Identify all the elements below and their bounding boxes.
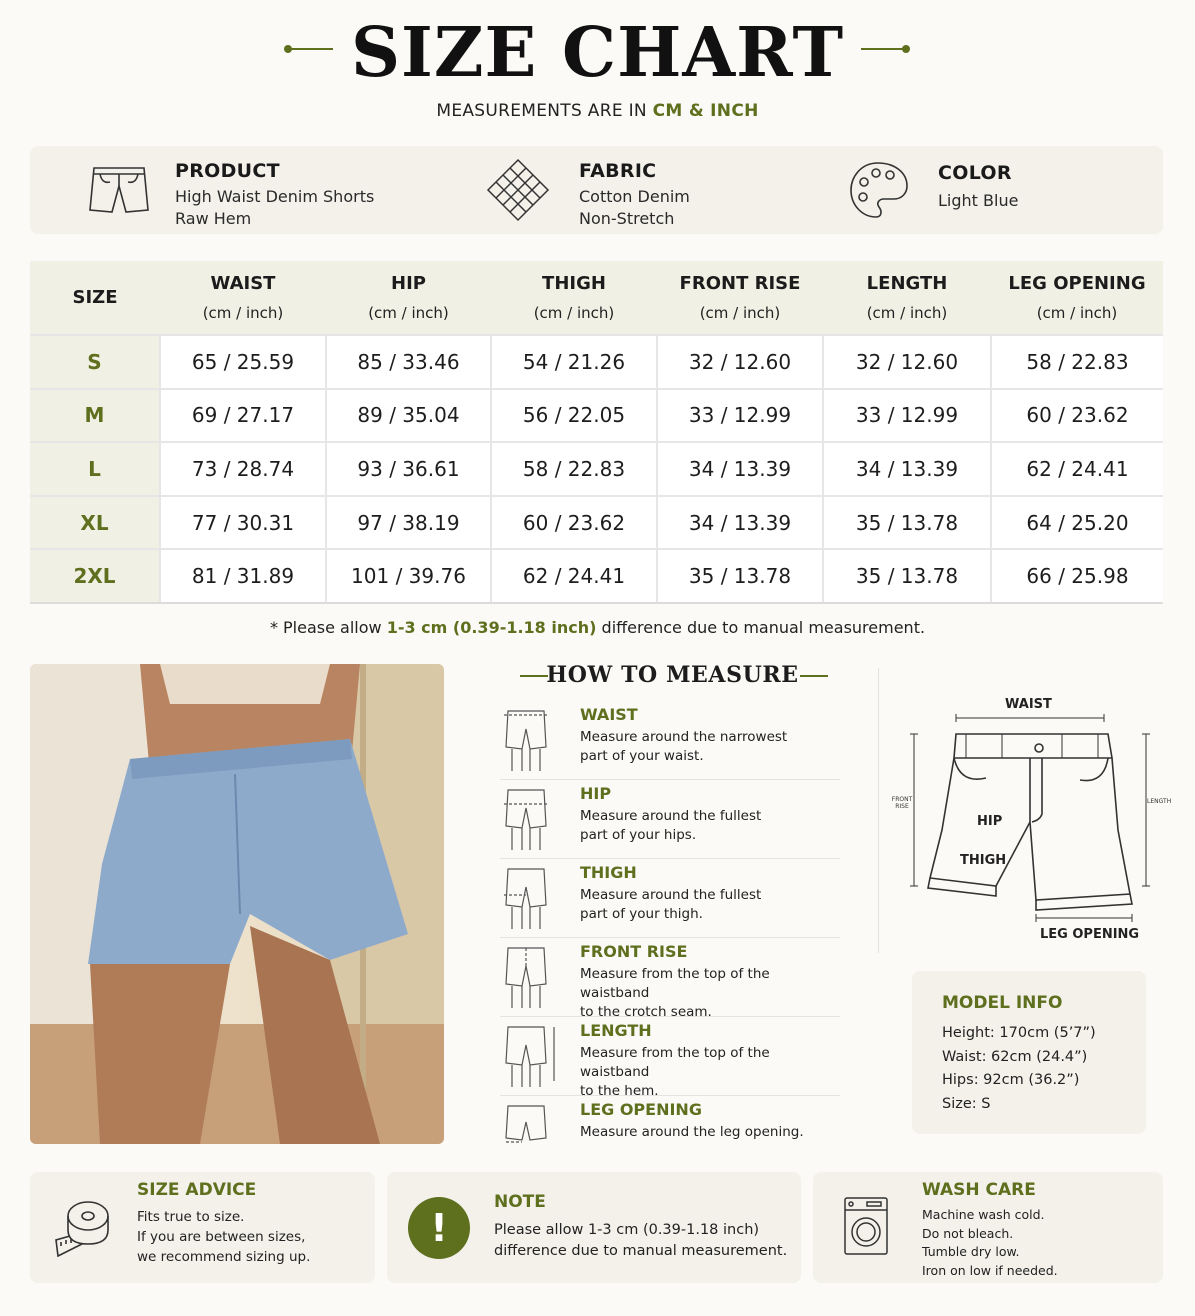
leg-opening-measure-icon <box>502 1100 550 1146</box>
table-cell: 58 / 22.83 <box>991 335 1163 389</box>
table-cell: 89 / 35.04 <box>326 389 491 443</box>
size-advice-heading: SIZE ADVICE <box>137 1180 257 1200</box>
waist-measure-icon <box>502 705 550 773</box>
table-cell: 64 / 25.20 <box>991 496 1163 550</box>
front-rise-measure-icon <box>502 942 550 1010</box>
measuring-tape-icon <box>52 1196 114 1258</box>
measure-heading: LEG OPENING <box>580 1100 702 1119</box>
table-cell: 58 / 22.83 <box>491 442 657 496</box>
diagram-label-length: LENGTH <box>1147 798 1172 805</box>
hip-col-header: HIP (cm / inch) <box>326 261 491 335</box>
product-info-strip <box>30 146 1163 234</box>
model-height: Height: 170cm (5’7”) <box>942 1025 1096 1041</box>
size-col-header: SIZE <box>30 261 160 335</box>
table-cell: 62 / 24.41 <box>991 442 1163 496</box>
table-cell: 62 / 24.41 <box>491 549 657 603</box>
table-cell: 66 / 25.98 <box>991 549 1163 603</box>
size-cell: XL <box>30 496 160 550</box>
table-cell: 34 / 13.39 <box>657 496 823 550</box>
table-cell: 32 / 12.60 <box>657 335 823 389</box>
measure-heading: THIGH <box>580 863 637 882</box>
product-heading: PRODUCT <box>175 160 280 182</box>
table-cell: 33 / 12.99 <box>823 389 991 443</box>
table-cell: 97 / 38.19 <box>326 496 491 550</box>
measure-heading: HIP <box>580 784 612 803</box>
note-heading: NOTE <box>494 1192 546 1212</box>
wash-care-text: Machine wash cold. Do not bleach. Tumble dry low. Iron on low if needed. <box>922 1207 1058 1278</box>
palette-icon <box>848 160 910 220</box>
table-row <box>30 335 1163 389</box>
measure-item-front-rise <box>500 938 840 1020</box>
measure-item-leg-opening <box>500 1096 840 1150</box>
measure-heading: LENGTH <box>580 1021 652 1040</box>
table-cell: 54 / 21.26 <box>491 335 657 389</box>
size-cell: M <box>30 389 160 443</box>
measure-desc: Measure around the fullest part of your thigh. <box>580 887 762 922</box>
measurement-note: * Please allow 1-3 cm (0.39-1.18 inch) difference due to manual measurement. <box>269 618 926 637</box>
table-cell: 60 / 23.62 <box>491 496 657 550</box>
model-photo <box>30 664 444 1144</box>
measure-item-waist <box>500 701 840 780</box>
table-cell: 77 / 30.31 <box>160 496 326 550</box>
shorts-diagram <box>900 710 1160 930</box>
measure-item-length <box>500 1017 840 1099</box>
page-subtitle: MEASUREMENTS ARE IN CM & INCH <box>436 101 759 121</box>
table-cell: 65 / 25.59 <box>160 335 326 389</box>
table-cell: 73 / 28.74 <box>160 442 326 496</box>
diagram-label-waist: WAIST <box>1005 697 1052 712</box>
measure-desc: Measure around the narrowest part of your waist. <box>580 729 788 764</box>
table-cell: 33 / 12.99 <box>657 389 823 443</box>
shorts-icon <box>86 164 152 218</box>
table-cell: 34 / 13.39 <box>823 442 991 496</box>
size-cell: S <box>30 335 160 389</box>
how-to-measure-title: HOW TO MEASURE <box>546 662 799 688</box>
table-cell: 56 / 22.05 <box>491 389 657 443</box>
color-heading: COLOR <box>938 162 1012 184</box>
measure-desc: Measure from the top of the waistband to the hem. <box>580 1045 770 1099</box>
measure-heading: FRONT RISE <box>580 942 688 961</box>
diagram-label-front-rise: FRONT RISE <box>891 796 913 810</box>
measure-desc: Measure from the top of the waistband to the crotch seam. <box>580 966 770 1020</box>
table-cell: 60 / 23.62 <box>991 389 1163 443</box>
measure-heading: WAIST <box>580 705 638 724</box>
table-cell: 69 / 27.17 <box>160 389 326 443</box>
diagram-label-leg-opening: LEG OPENING <box>1040 927 1140 942</box>
model-waist: Waist: 62cm (24.4”) <box>942 1049 1088 1065</box>
table-cell: 34 / 13.39 <box>657 442 823 496</box>
length-measure-icon <box>502 1021 558 1089</box>
model-size: Size: S <box>942 1096 991 1112</box>
section-divider <box>878 668 879 953</box>
hip-measure-icon <box>502 784 550 852</box>
model-photo-illustration <box>30 664 444 1144</box>
wash-care-heading: WASH CARE <box>922 1180 1036 1200</box>
note-text: Please allow 1-3 cm (0.39-1.18 inch) difference due to manual measurement. <box>494 1222 788 1259</box>
color-line-1: Light Blue <box>938 191 1019 210</box>
thigh-col-header: THIGH (cm / inch) <box>491 261 657 335</box>
washing-machine-icon <box>843 1196 889 1256</box>
table-cell: 35 / 13.78 <box>823 549 991 603</box>
page-title: SIZE CHART <box>350 13 845 93</box>
length-col-header: LENGTH (cm / inch) <box>823 261 991 335</box>
leg-opening-col-header: LEG OPENING (cm / inch) <box>991 261 1163 335</box>
table-row <box>30 442 1163 496</box>
measure-desc: Measure around the fullest part of your hips. <box>580 808 762 843</box>
model-info-card <box>912 971 1146 1134</box>
thigh-measure-icon <box>502 863 550 931</box>
table-cell: 101 / 39.76 <box>326 549 491 603</box>
note-card <box>387 1172 801 1283</box>
table-cell: 85 / 33.46 <box>326 335 491 389</box>
measure-desc: Measure around the leg opening. <box>580 1124 804 1140</box>
table-cell: 35 / 13.78 <box>823 496 991 550</box>
table-cell: 93 / 36.61 <box>326 442 491 496</box>
table-cell: 81 / 31.89 <box>160 549 326 603</box>
size-advice-text: Fits true to size. If you are between sizes, we recommend sizing up. <box>137 1209 311 1265</box>
table-row <box>30 549 1163 603</box>
model-info-heading: MODEL INFO <box>942 993 1063 1013</box>
table-row <box>30 496 1163 550</box>
size-cell: L <box>30 442 160 496</box>
product-line-1: High Waist Denim Shorts <box>175 187 375 206</box>
fabric-line-2: Non-Stretch <box>579 209 675 228</box>
fabric-weave-icon <box>486 158 550 222</box>
table-row <box>30 389 1163 443</box>
waist-col-header: WAIST (cm / inch) <box>160 261 326 335</box>
size-table <box>30 261 1163 604</box>
front-rise-col-header: FRONT RISE (cm / inch) <box>657 261 823 335</box>
measure-item-thigh <box>500 859 840 938</box>
size-cell: 2XL <box>30 549 160 603</box>
table-cell: 35 / 13.78 <box>657 549 823 603</box>
diagram-label-hip: HIP <box>977 814 1003 829</box>
product-line-2: Raw Hem <box>175 209 252 228</box>
fabric-heading: FABRIC <box>579 160 657 182</box>
measure-item-hip <box>500 780 840 859</box>
fabric-line-1: Cotton Denim <box>579 187 690 206</box>
table-cell: 32 / 12.60 <box>823 335 991 389</box>
model-hips: Hips: 92cm (36.2”) <box>942 1072 1080 1088</box>
wash-care-card <box>813 1172 1163 1283</box>
table-header-row <box>30 261 1163 335</box>
diagram-label-thigh: THIGH <box>960 853 1007 868</box>
exclamation-icon: ! <box>408 1197 470 1259</box>
size-advice-card <box>30 1172 375 1283</box>
